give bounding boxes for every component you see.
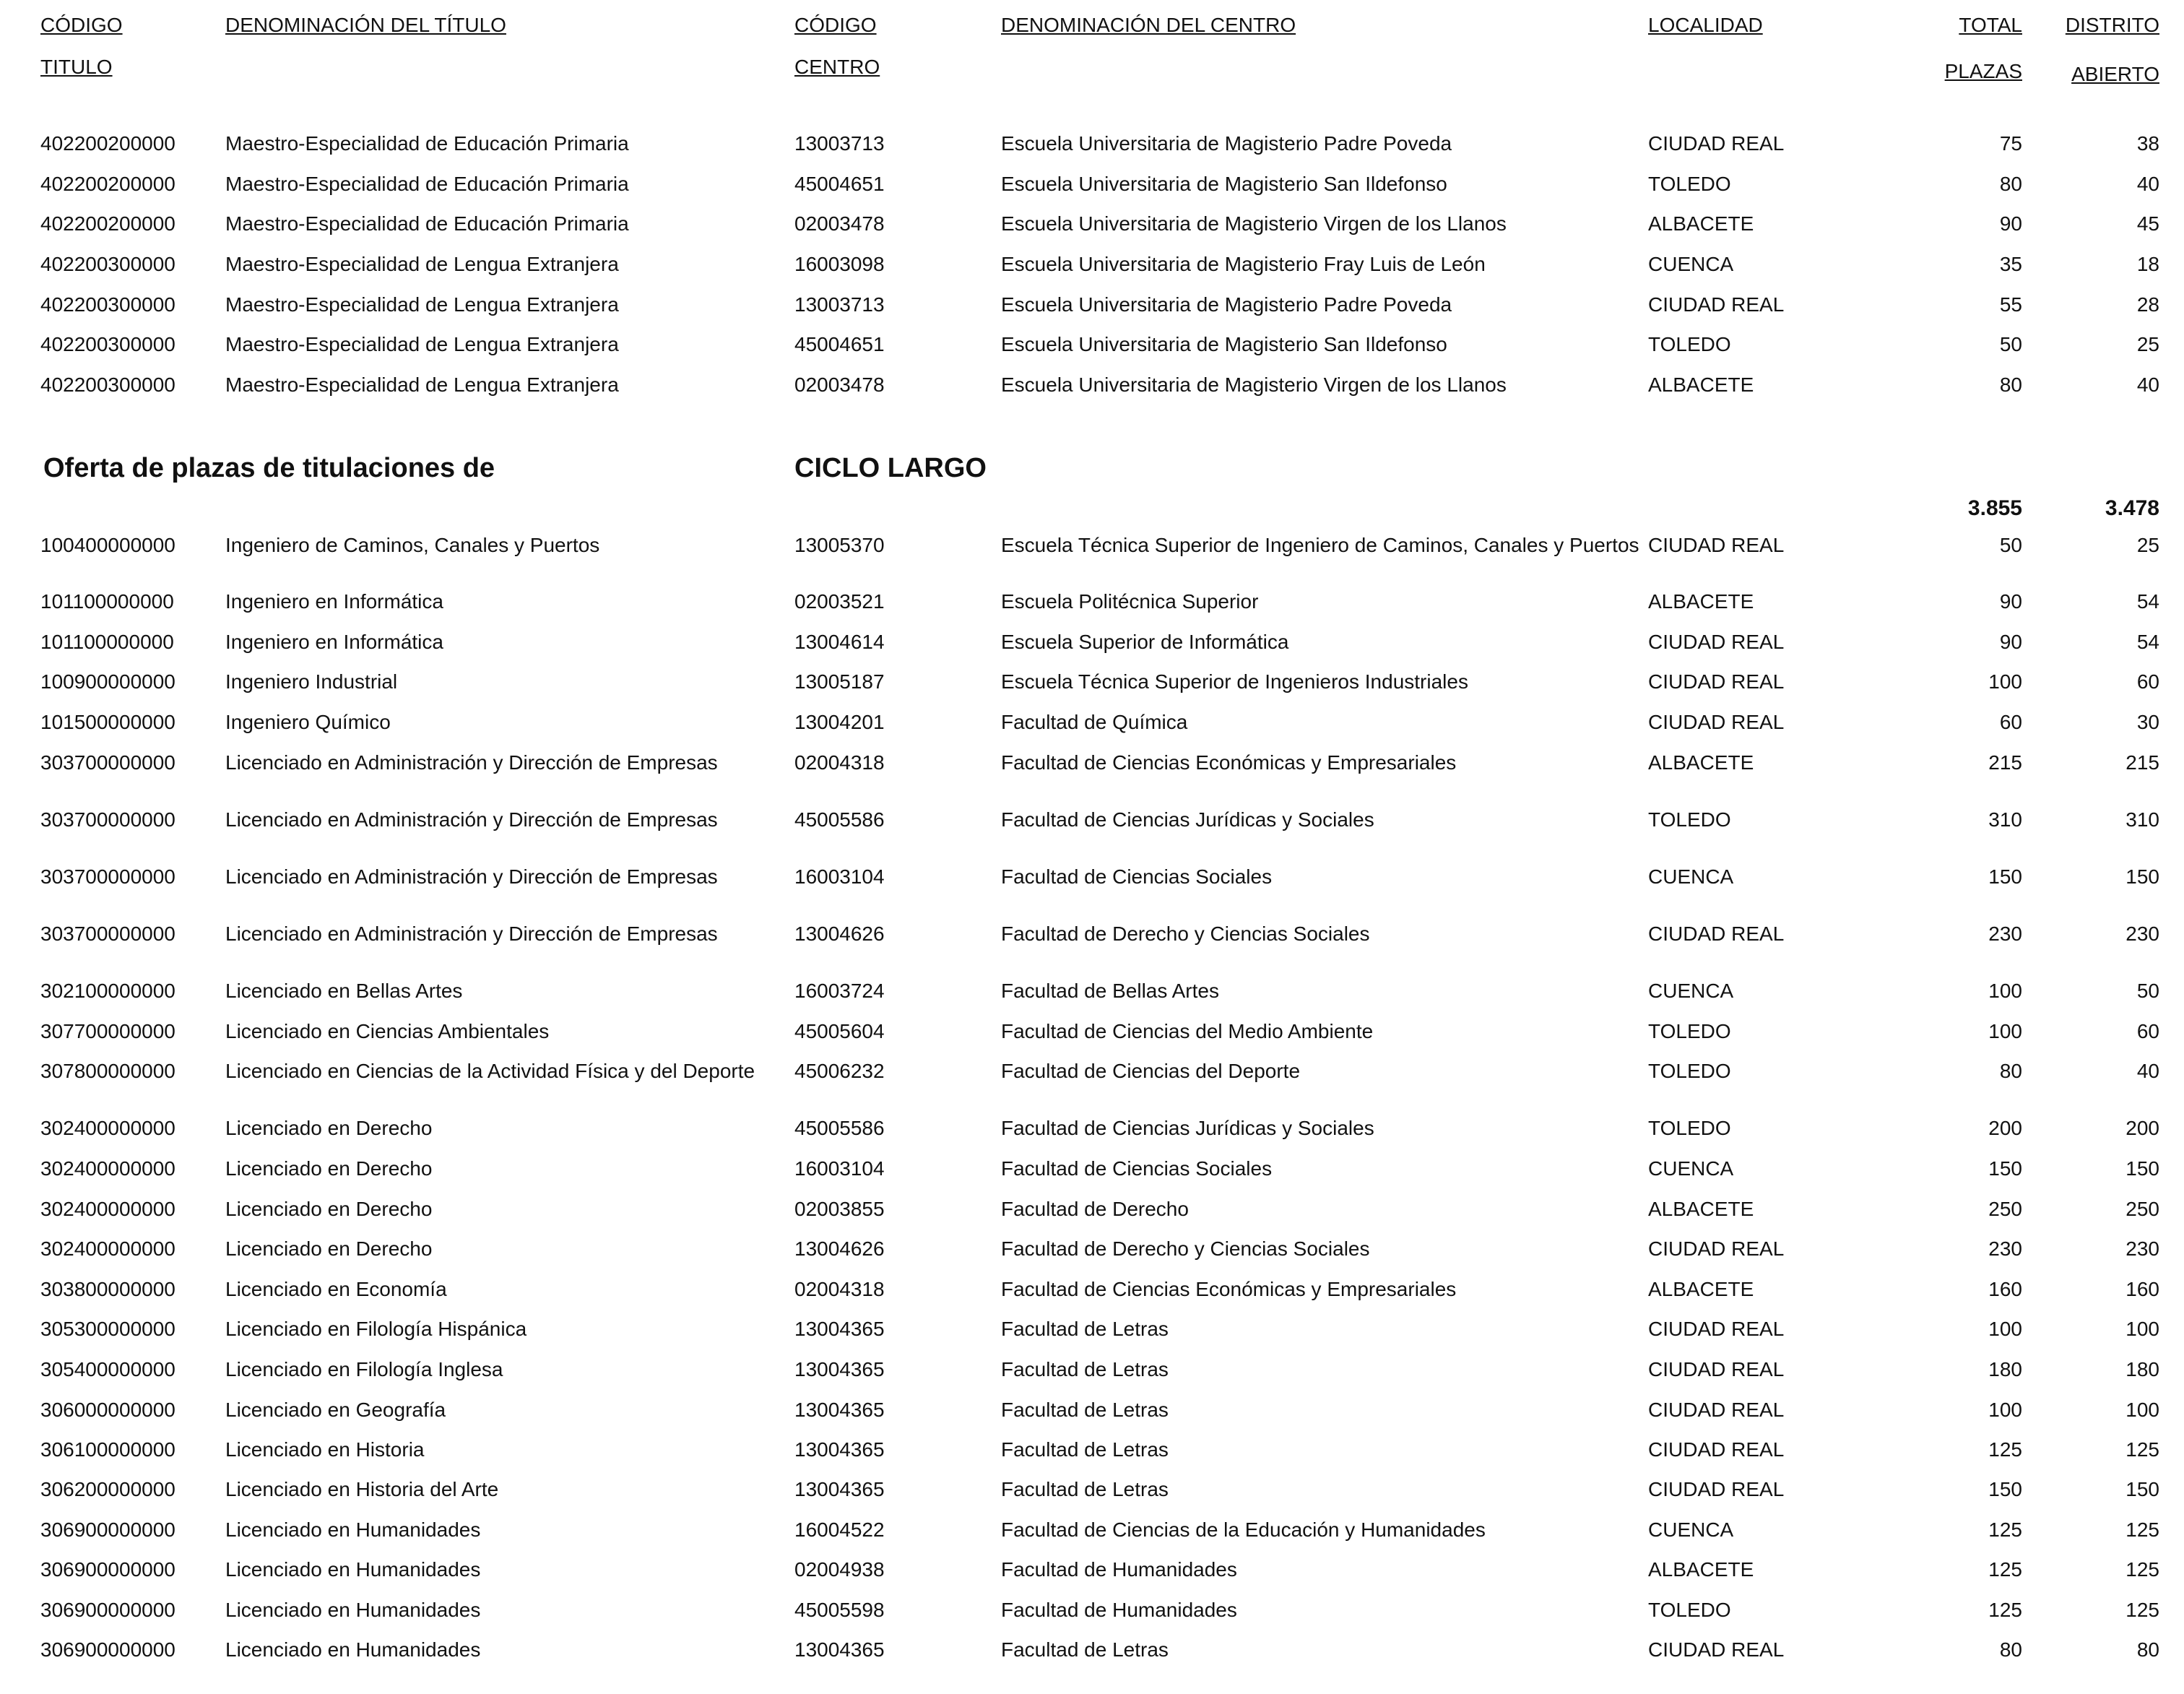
row-locality: CIUDAD REAL: [1648, 670, 1785, 693]
row-locality: ALBACETE: [1648, 212, 1754, 235]
row-center-name: Facultad de Ciencias Jurídicas y Sociales: [1001, 808, 1374, 831]
row-title: Licenciado en Economía: [225, 1278, 447, 1300]
row-center-code: 45005586: [794, 808, 885, 831]
row-title: Licenciado en Derecho: [225, 1237, 433, 1260]
row-code: 303700000000: [40, 922, 176, 945]
row-distrito-abierto: 40: [2136, 173, 2159, 195]
row-locality: TOLEDO: [1648, 1060, 1731, 1082]
row-code: 306100000000: [40, 1438, 176, 1461]
row-center-code: 45005604: [794, 1020, 885, 1042]
row-distrito-abierto: 80: [2136, 1638, 2159, 1661]
row-title: Licenciado en Ciencias de la Actividad Física y del Deporte: [225, 1060, 755, 1082]
row-title: Ingeniero en Informática: [225, 590, 443, 613]
row-total-plazas: 80: [1999, 1638, 2022, 1661]
row-code: 402200200000: [40, 173, 176, 195]
row-locality: CIUDAD REAL: [1648, 293, 1785, 316]
row-total-plazas: 80: [1999, 373, 2022, 396]
row-code: 402200300000: [40, 293, 176, 316]
row-code: 303700000000: [40, 865, 176, 888]
row-code: 303700000000: [40, 751, 176, 774]
row-locality: CIUDAD REAL: [1648, 1478, 1785, 1500]
row-center-name: Escuela Universitaria de Magisterio San Ildefonso: [1001, 173, 1447, 195]
row-center-code: 13004365: [794, 1358, 885, 1380]
row-center-name: Escuela Politécnica Superior: [1001, 590, 1259, 613]
header-localidad: LOCALIDAD: [1648, 14, 1763, 36]
row-locality: ALBACETE: [1648, 1198, 1754, 1220]
row-total-plazas: 100: [1988, 670, 2022, 693]
row-title: Licenciado en Humanidades: [225, 1638, 481, 1661]
row-title: Licenciado en Administración y Dirección de Empresas: [225, 865, 718, 888]
row-center-name: Facultad de Ciencias del Medio Ambiente: [1001, 1020, 1374, 1042]
row-center-name: Facultad de Letras: [1001, 1358, 1169, 1380]
row-title: Maestro-Especialidad de Educación Primaria: [225, 212, 629, 235]
row-total-plazas: 75: [1999, 132, 2022, 155]
row-distrito-abierto: 125: [2126, 1599, 2159, 1621]
row-center-code: 13004365: [794, 1438, 885, 1461]
row-center-name: Facultad de Letras: [1001, 1318, 1169, 1340]
row-code: 402200300000: [40, 373, 176, 396]
row-center-code: 13004626: [794, 1237, 885, 1260]
row-distrito-abierto: 230: [2126, 1237, 2159, 1260]
row-locality: CUENCA: [1648, 980, 1734, 1002]
row-center-code: 02004318: [794, 1278, 885, 1300]
row-total-plazas: 100: [1988, 980, 2022, 1002]
row-distrito-abierto: 230: [2126, 922, 2159, 945]
row-center-name: Facultad de Ciencias Económicas y Empresariales: [1001, 1278, 1457, 1300]
row-distrito-abierto: 25: [2136, 333, 2159, 355]
row-center-code: 13003713: [794, 293, 885, 316]
row-locality: CIUDAD REAL: [1648, 132, 1785, 155]
row-center-code: 02004938: [794, 1558, 885, 1581]
row-code: 302400000000: [40, 1157, 176, 1180]
row-center-code: 13004201: [794, 711, 885, 733]
row-total-plazas: 310: [1988, 808, 2022, 831]
row-total-plazas: 230: [1988, 922, 2022, 945]
row-code: 302400000000: [40, 1117, 176, 1139]
row-code: 402200300000: [40, 333, 176, 355]
row-title: Licenciado en Bellas Artes: [225, 980, 463, 1002]
row-distrito-abierto: 125: [2126, 1438, 2159, 1461]
row-code: 306900000000: [40, 1518, 176, 1541]
row-center-name: Facultad de Humanidades: [1001, 1558, 1237, 1581]
row-title: Ingeniero en Informática: [225, 631, 443, 653]
row-code: 101100000000: [40, 590, 174, 613]
row-distrito-abierto: 310: [2126, 808, 2159, 831]
row-title: Maestro-Especialidad de Lengua Extranjera: [225, 293, 619, 316]
row-distrito-abierto: 60: [2136, 670, 2159, 693]
row-center-code: 45004651: [794, 333, 885, 355]
row-locality: CIUDAD REAL: [1648, 1638, 1785, 1661]
row-distrito-abierto: 125: [2126, 1518, 2159, 1541]
row-center-code: 13005370: [794, 534, 885, 556]
row-code: 101500000000: [40, 711, 176, 733]
row-center-name: Facultad de Ciencias de la Educación y Humanidades: [1001, 1518, 1486, 1541]
row-center-name: Escuela Técnica Superior de Ingeniero de Caminos, Canales y Puertos: [1001, 534, 1639, 556]
row-total-plazas: 60: [1999, 711, 2022, 733]
row-center-code: 16003104: [794, 1157, 885, 1180]
row-code: 302400000000: [40, 1237, 176, 1260]
row-center-code: 45006232: [794, 1060, 885, 1082]
row-total-plazas: 125: [1988, 1558, 2022, 1581]
row-title: Ingeniero Químico: [225, 711, 391, 733]
total-plazas-sum: 3.855: [1967, 496, 2022, 520]
row-title: Licenciado en Administración y Dirección de Empresas: [225, 922, 718, 945]
row-total-plazas: 150: [1988, 1478, 2022, 1500]
row-center-name: Facultad de Química: [1001, 711, 1188, 733]
row-locality: CIUDAD REAL: [1648, 1399, 1785, 1421]
row-total-plazas: 80: [1999, 173, 2022, 195]
header-codigo-titulo: CÓDIGO: [40, 14, 123, 36]
row-distrito-abierto: 28: [2136, 293, 2159, 316]
row-locality: CIUDAD REAL: [1648, 1358, 1785, 1380]
row-center-name: Facultad de Ciencias Sociales: [1001, 865, 1273, 888]
row-center-code: 16003104: [794, 865, 885, 888]
row-center-name: Escuela Técnica Superior de Ingenieros Industriales: [1001, 670, 1468, 693]
row-center-name: Escuela Universitaria de Magisterio Fray Luis de León: [1001, 253, 1486, 275]
row-center-name: Facultad de Ciencias Económicas y Empresariales: [1001, 751, 1457, 774]
row-total-plazas: 100: [1988, 1020, 2022, 1042]
row-distrito-abierto: 40: [2136, 373, 2159, 396]
header-plazas: PLAZAS: [1944, 60, 2022, 82]
row-code: 306900000000: [40, 1638, 176, 1661]
row-center-code: 02003478: [794, 373, 885, 396]
row-locality: ALBACETE: [1648, 590, 1754, 613]
row-locality: ALBACETE: [1648, 373, 1754, 396]
row-locality: CIUDAD REAL: [1648, 1318, 1785, 1340]
header-distrito: DISTRITO: [2065, 14, 2159, 36]
row-total-plazas: 100: [1988, 1399, 2022, 1421]
row-total-plazas: 230: [1988, 1237, 2022, 1260]
row-locality: TOLEDO: [1648, 1117, 1731, 1139]
row-locality: CIUDAD REAL: [1648, 711, 1785, 733]
section-title: Oferta de plazas de titulaciones de: [43, 453, 495, 483]
row-total-plazas: 90: [1999, 631, 2022, 653]
row-center-code: 45005598: [794, 1599, 885, 1621]
row-distrito-abierto: 150: [2126, 1157, 2159, 1180]
row-center-code: 16003098: [794, 253, 885, 275]
row-locality: TOLEDO: [1648, 173, 1731, 195]
row-locality: CIUDAD REAL: [1648, 922, 1785, 945]
row-title: Ingeniero Industrial: [225, 670, 398, 693]
row-distrito-abierto: 100: [2126, 1318, 2159, 1340]
row-total-plazas: 215: [1988, 751, 2022, 774]
header-centro: CENTRO: [794, 56, 880, 78]
row-distrito-abierto: 100: [2126, 1399, 2159, 1421]
row-distrito-abierto: 30: [2136, 711, 2159, 733]
row-distrito-abierto: 50: [2136, 980, 2159, 1002]
distrito-abierto-sum: 3.478: [2105, 496, 2159, 520]
row-distrito-abierto: 54: [2136, 631, 2159, 653]
section-title-ciclo: CICLO LARGO: [794, 453, 987, 483]
row-center-name: Escuela Superior de Informática: [1001, 631, 1289, 653]
row-center-name: Facultad de Humanidades: [1001, 1599, 1237, 1621]
row-distrito-abierto: 40: [2136, 1060, 2159, 1082]
row-locality: ALBACETE: [1648, 751, 1754, 774]
row-distrito-abierto: 180: [2126, 1358, 2159, 1380]
row-distrito-abierto: 45: [2136, 212, 2159, 235]
header-codigo-centro: CÓDIGO: [794, 14, 877, 36]
row-center-name: Escuela Universitaria de Magisterio San Ildefonso: [1001, 333, 1447, 355]
row-center-code: 13004365: [794, 1318, 885, 1340]
row-title: Licenciado en Historia: [225, 1438, 425, 1461]
row-center-code: 13004365: [794, 1399, 885, 1421]
row-center-name: Facultad de Derecho: [1001, 1198, 1189, 1220]
row-distrito-abierto: 150: [2126, 865, 2159, 888]
row-total-plazas: 160: [1988, 1278, 2022, 1300]
row-distrito-abierto: 25: [2136, 534, 2159, 556]
row-distrito-abierto: 215: [2126, 751, 2159, 774]
row-title: Licenciado en Historia del Arte: [225, 1478, 499, 1500]
row-code: 307800000000: [40, 1060, 176, 1082]
row-total-plazas: 50: [1999, 333, 2022, 355]
row-center-code: 45004651: [794, 173, 885, 195]
row-distrito-abierto: 160: [2126, 1278, 2159, 1300]
row-title: Licenciado en Administración y Dirección de Empresas: [225, 808, 718, 831]
row-locality: ALBACETE: [1648, 1558, 1754, 1581]
row-locality: ALBACETE: [1648, 1278, 1754, 1300]
row-center-name: Facultad de Ciencias del Deporte: [1001, 1060, 1301, 1082]
row-total-plazas: 150: [1988, 865, 2022, 888]
row-title: Licenciado en Filología Inglesa: [225, 1358, 503, 1380]
row-center-code: 13004614: [794, 631, 885, 653]
row-center-name: Facultad de Ciencias Sociales: [1001, 1157, 1273, 1180]
row-distrito-abierto: 18: [2136, 253, 2159, 275]
row-total-plazas: 250: [1988, 1198, 2022, 1220]
row-center-code: 16003724: [794, 980, 885, 1002]
row-locality: CUENCA: [1648, 1518, 1734, 1541]
row-title: Licenciado en Derecho: [225, 1198, 433, 1220]
row-code: 302400000000: [40, 1198, 176, 1220]
row-code: 402200200000: [40, 132, 176, 155]
row-center-name: Facultad de Bellas Artes: [1001, 980, 1219, 1002]
row-title: Licenciado en Humanidades: [225, 1558, 481, 1581]
row-center-name: Escuela Universitaria de Magisterio Virgen de los Llanos: [1001, 212, 1507, 235]
row-locality: TOLEDO: [1648, 1599, 1731, 1621]
row-center-name: Facultad de Ciencias Jurídicas y Sociales: [1001, 1117, 1374, 1139]
header-abierto: ABIERTO: [2071, 63, 2159, 85]
row-distrito-abierto: 250: [2126, 1198, 2159, 1220]
row-title: Licenciado en Geografía: [225, 1399, 446, 1421]
row-distrito-abierto: 60: [2136, 1020, 2159, 1042]
row-code: 306900000000: [40, 1599, 176, 1621]
row-total-plazas: 90: [1999, 212, 2022, 235]
row-title: Licenciado en Derecho: [225, 1157, 433, 1180]
row-code: 402200300000: [40, 253, 176, 275]
row-code: 402200200000: [40, 212, 176, 235]
row-title: Licenciado en Derecho: [225, 1117, 433, 1139]
row-title: Licenciado en Ciencias Ambientales: [225, 1020, 550, 1042]
row-distrito-abierto: 150: [2126, 1478, 2159, 1500]
row-code: 302100000000: [40, 980, 176, 1002]
row-locality: CUENCA: [1648, 253, 1734, 275]
row-code: 100900000000: [40, 670, 176, 693]
row-code: 303800000000: [40, 1278, 176, 1300]
row-distrito-abierto: 125: [2126, 1558, 2159, 1581]
row-center-name: Escuela Universitaria de Magisterio Padre Poveda: [1001, 132, 1452, 155]
row-title: Licenciado en Filología Hispánica: [225, 1318, 527, 1340]
row-center-code: 13003713: [794, 132, 885, 155]
row-title: Maestro-Especialidad de Lengua Extranjera: [225, 373, 619, 396]
row-locality: CIUDAD REAL: [1648, 1237, 1785, 1260]
row-code: 307700000000: [40, 1020, 176, 1042]
row-code: 306900000000: [40, 1558, 176, 1581]
row-center-name: Facultad de Letras: [1001, 1438, 1169, 1461]
row-center-code: 02003855: [794, 1198, 885, 1220]
row-code: 306200000000: [40, 1478, 176, 1500]
row-total-plazas: 125: [1988, 1438, 2022, 1461]
row-distrito-abierto: 200: [2126, 1117, 2159, 1139]
row-center-name: Facultad de Letras: [1001, 1638, 1169, 1661]
row-center-code: 16004522: [794, 1518, 885, 1541]
row-total-plazas: 90: [1999, 590, 2022, 613]
row-center-name: Facultad de Derecho y Ciencias Sociales: [1001, 1237, 1370, 1260]
row-code: 303700000000: [40, 808, 176, 831]
row-title: Maestro-Especialidad de Lengua Extranjera: [225, 253, 619, 275]
row-center-code: 13004365: [794, 1478, 885, 1500]
row-title: Maestro-Especialidad de Educación Primaria: [225, 132, 629, 155]
header-titulo: TITULO: [40, 56, 113, 78]
row-title: Licenciado en Humanidades: [225, 1518, 481, 1541]
row-locality: TOLEDO: [1648, 1020, 1731, 1042]
row-locality: TOLEDO: [1648, 333, 1731, 355]
row-locality: CIUDAD REAL: [1648, 534, 1785, 556]
row-locality: CUENCA: [1648, 1157, 1734, 1180]
header-denominacion-centro: DENOMINACIÓN DEL CENTRO: [1001, 14, 1296, 36]
row-code: 306000000000: [40, 1399, 176, 1421]
row-distrito-abierto: 38: [2136, 132, 2159, 155]
row-center-name: Escuela Universitaria de Magisterio Virgen de los Llanos: [1001, 373, 1507, 396]
row-total-plazas: 55: [1999, 293, 2022, 316]
row-title: Licenciado en Humanidades: [225, 1599, 481, 1621]
row-total-plazas: 125: [1988, 1599, 2022, 1621]
row-locality: TOLEDO: [1648, 808, 1731, 831]
row-center-code: 13005187: [794, 670, 885, 693]
row-title: Maestro-Especialidad de Lengua Extranjera: [225, 333, 619, 355]
row-total-plazas: 35: [1999, 253, 2022, 275]
row-code: 100400000000: [40, 534, 176, 556]
row-code: 305400000000: [40, 1358, 176, 1380]
header-denominacion-titulo: DENOMINACIÓN DEL TÍTULO: [225, 14, 506, 36]
row-total-plazas: 200: [1988, 1117, 2022, 1139]
row-locality: CIUDAD REAL: [1648, 1438, 1785, 1461]
row-code: 305300000000: [40, 1318, 176, 1340]
row-center-name: Facultad de Derecho y Ciencias Sociales: [1001, 922, 1370, 945]
row-code: 101100000000: [40, 631, 174, 653]
row-total-plazas: 100: [1988, 1318, 2022, 1340]
row-center-code: 02003521: [794, 590, 885, 613]
row-title: Licenciado en Administración y Dirección de Empresas: [225, 751, 718, 774]
row-center-name: Facultad de Letras: [1001, 1399, 1169, 1421]
row-total-plazas: 80: [1999, 1060, 2022, 1082]
row-center-code: 02004318: [794, 751, 885, 774]
row-locality: CIUDAD REAL: [1648, 631, 1785, 653]
row-center-code: 45005586: [794, 1117, 885, 1139]
row-total-plazas: 180: [1988, 1358, 2022, 1380]
row-total-plazas: 150: [1988, 1157, 2022, 1180]
header-total: TOTAL: [1959, 14, 2022, 36]
row-center-name: Facultad de Letras: [1001, 1478, 1169, 1500]
row-title: Maestro-Especialidad de Educación Primaria: [225, 173, 629, 195]
row-center-code: 02003478: [794, 212, 885, 235]
row-title: Ingeniero de Caminos, Canales y Puertos: [225, 534, 600, 556]
row-locality: CUENCA: [1648, 865, 1734, 888]
row-distrito-abierto: 54: [2136, 590, 2159, 613]
row-center-name: Escuela Universitaria de Magisterio Padre Poveda: [1001, 293, 1452, 316]
row-total-plazas: 50: [1999, 534, 2022, 556]
row-total-plazas: 125: [1988, 1518, 2022, 1541]
row-center-code: 13004626: [794, 922, 885, 945]
row-center-code: 13004365: [794, 1638, 885, 1661]
